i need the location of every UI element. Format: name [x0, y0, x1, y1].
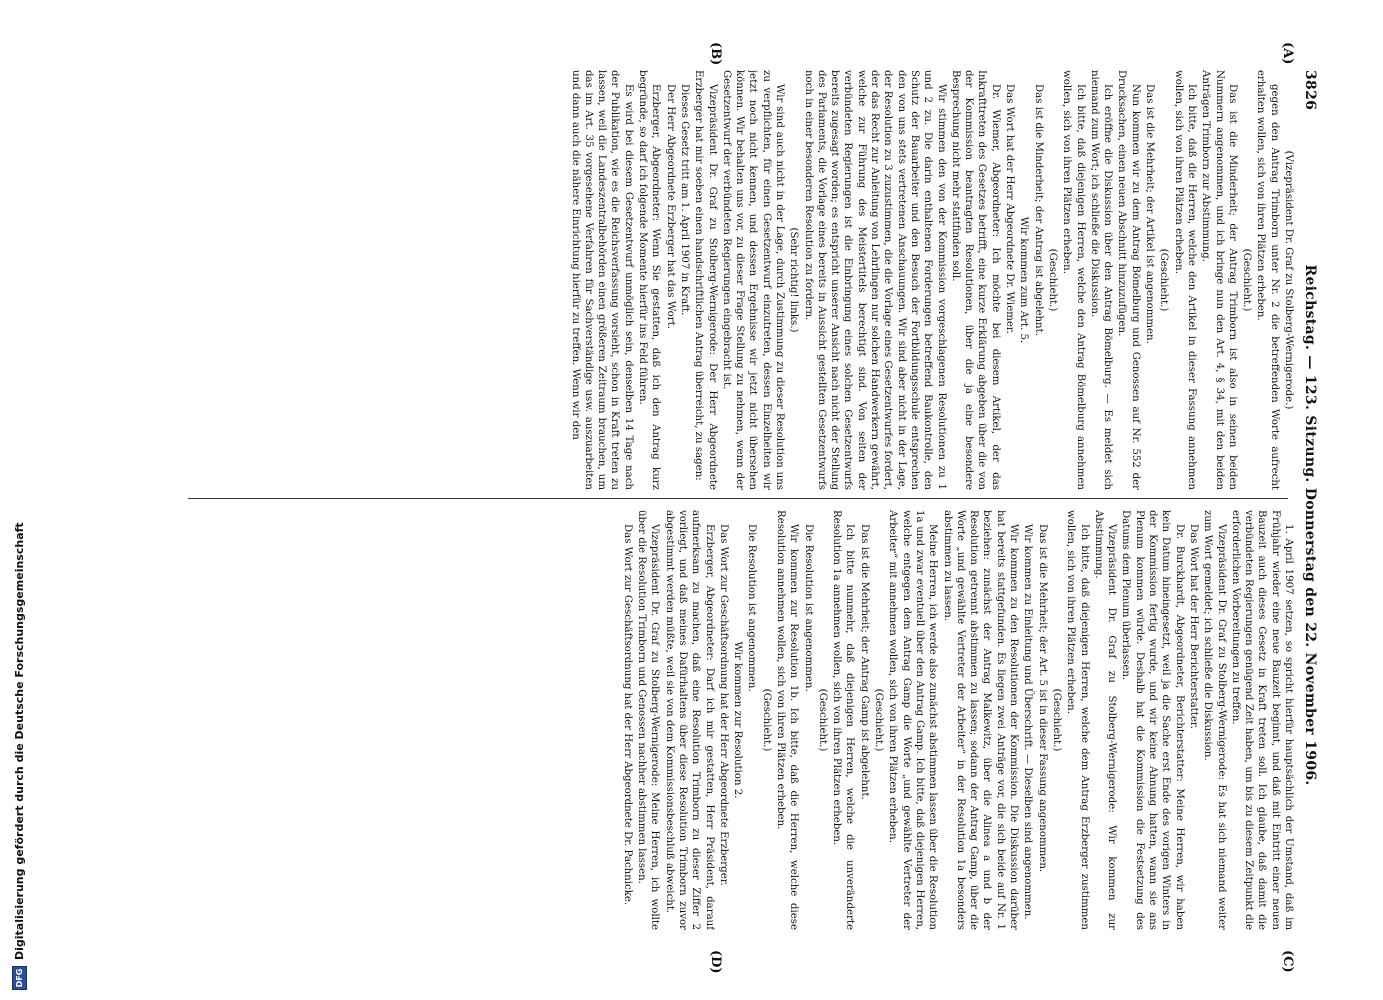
paragraph: Erzberger, Abgeordneter: Wenn Sie gestatten, daß ich den Antrag kurz begründe, so darf ich folgende Momente hierfür ins Feld führen. — [637, 70, 662, 490]
paragraph: Ich eröffne die Diskussion über den Antrag Bömelburg. — Es meldet sich niemand zum Wort; ich schließe die Diskussion. — [1088, 70, 1114, 490]
paragraph: Dieses Gesetz tritt am 1. April 1907 in Kraft. — [678, 84, 690, 316]
paragraph: Das Wort hat der Herr Abgeordnete Dr. Wiemer. — [1004, 84, 1016, 334]
page-header — [1299, 70, 1321, 940]
paragraph: (Geschieht.) — [1158, 248, 1170, 312]
session-title: Reichstag. — 123. Sitzung. Donnerstag den 22. November 1906. — [1302, 264, 1318, 786]
paragraph: Wir kommen zur Resolution 2. — [732, 641, 744, 799]
paragraph: Wir kommen zu den Resolutionen der Kommission. Die Diskussion darüber hat bereits stattgefunden. Es liegen zwei Anträge vor, die sich beide auf Nr. 1 beziehen: zunächst der Antrag Malkewitz, über die Alinea a und b der Resolution getrennt abstimmen zu lassen; sodann der Antrag Gamp, über die Worte „und gewählte Vertreter der Arbeiter“ in der Resolution 1a besonders abstimmen zu lassen. — [941, 510, 1020, 930]
left-text-column — [55, 70, 1295, 490]
paragraph: Nun kommen wir zu dem Antrag Bömelburg und Genossen auf Nr. 552 der Drucksachen, einen neuen Abschnitt hinzuzufügen. — [1116, 70, 1141, 490]
paragraph: Ich bitte, daß diejenigen Herren, welche dem Antrag Erzberger zustimmen wollen, sich von ihren Plätzen erheben. — [1065, 510, 1090, 930]
paragraph: Wir stimmen den von der Kommission vorgeschlagenen Resolutionen zu 1 und 2 zu. Die darin enthaltenen Forderungen betreffend Baukontrolle, den Schutz der Bauarbeiter und den Besuch der Fortbildungsschule entsprechen den von uns stets vertretenen Anschauungen. Wir sind aber nicht in der Lage, der Resolution zu 3 zuzustimmen, die die Vorlage eines Gesetzentwurfes fordert, der das Recht zur Anleitung von Lehrlingen nur solchen Handwerkern gewährt, welche zur Führung des Meistertitels berechtigt sind. Von seiten der verbündeten Regierungen ist die Einbringung eines solchen Gesetzentwurfs bereits zugesagt worden; es entspricht unserer Ansicht nach nicht der Stellung des Parlaments, die Vorlage eines bereits in Aussicht gestellten Gesetzentwurfs noch in einer besonderen Resolution zu fordern. — [802, 70, 947, 490]
paragraph: Das ist die Minderheit; der Antrag Trimborn ist also in seinen beiden Nummern angenommen, und ich bringe nun den Art. 4, § 34, mit den beiden Anträgen Trimborn zur Abstimmung. — [1200, 70, 1238, 490]
paragraph: Es wird bei diesem Gesetzentwurf unmöglich sein, denselben 14 Tage nach der Publikation, wie es die Reichsverfassung vorsieht, schon in Kraft treten zu lassen, weil die Landeszentralbehörden einen größeren Zeitraum brauchen, um das im Art. 35 vorgesehene Verfahren für Sachverständige usw. auszuarbeiten und dann auch die nähere Einrichtung hierfür zu treffen. Wenn wir den — [569, 70, 634, 490]
paragraph: Erzberger, Abgeordneter: Darf ich mir gestatten, Herr Präsident, darauf aufmerksam zu machen, daß eine Resolution Trimborn zu dieser Ziffer 2 vorliegt, und daß meines Dafürhaltens über diese Resolution Trimborn zuvor abgestimmt werden müßte, weil sie von dem Kommissionsbeschluß abweicht. — [663, 510, 715, 930]
margin-letter-b: (B) — [708, 42, 723, 66]
paragraph: (Geschieht.) — [816, 688, 828, 752]
paragraph: 1. April 1907 setzen, so spricht hierfür hauptsächlich der Umstand, daß im Frühjahr wieder eine neue Bauzeit beginnt, und daß mit Eintritt einer neuen Bauzeit auch dieses Gesetz in Kraft treten soll. Ich glaube, daß damit die verbündeten Regierungen genügend Zeit haben, um bis zu diesem Zeitpunkt die erforderlichen Vorbereitungen zu treffen. — [1229, 510, 1294, 930]
paragraph: (Geschieht.) — [1241, 248, 1253, 312]
margin-letter-c: (C) — [1280, 950, 1295, 973]
column-divider — [188, 498, 1288, 499]
paragraph: Vizepräsident Dr. Graf zu Stolberg-Wernigerode: Es hat sich niemand weiter zum Wort gemeldet; ich schließe die Diskussion. — [1202, 510, 1227, 930]
digitization-credit — [10, 30, 28, 990]
paragraph: Wir kommen zum Art. 5. — [1018, 216, 1030, 344]
paragraph: Vizepräsident Dr. Graf zu Stolberg-Wernigerode: Meine Herren, ich wollte über die Resolution Trimborn und Genossen nachher abstimmen lassen. — [636, 510, 661, 930]
paragraph: Vizepräsident Dr. Graf zu Stolberg-Wernigerode: Wir kommen zur Abstimmung. — [1092, 510, 1118, 930]
paragraph: Das ist die Mehrheit; der Art. 5 ist in dieser Fassung angenommen. — [1036, 524, 1048, 873]
paragraph: (Geschieht.) — [873, 688, 885, 752]
margin-letter-d: (D) — [708, 950, 723, 974]
paragraph: Vizepräsident Dr. Graf zu Stolberg-Wernigerode: Der Herr Abgeordnete Erzberger hat mir soeben einen handschriftlichen Antrag überreicht, zu sagen: — [693, 70, 718, 490]
paragraph: Wir kommen zu Einleitung und Überschrift. — Dieselben sind angenommen. — [1022, 524, 1034, 920]
paragraph: Der Herr Abgeordnete Erzberger hat das Wort. — [664, 84, 676, 329]
paragraph: gegen den Antrag Trimborn unter Nr. 2 die betreffenden Worte aufrecht erhalten wollen, sich von ihren Plätzen erheben. — [1255, 70, 1280, 490]
paragraph: (Geschieht.) — [760, 688, 772, 752]
paragraph: Das Wort zur Geschäftsordnung hat der Herr Abgeordnete Dr. Pachnicke. — [621, 524, 633, 906]
paragraph: Dr. Burckhardt, Abgeordneter, Berichterstatter: Meine Herren, wir haben kein Datum hineingesetzt, weil ja die Sache erst Ende des vorigen Winters in der Kommission fertig wurde, und wir keine Ahnung hatten, wann sie ans Plenum kommen würde. Deshalb hat die Kommission die Festsetzung des Datums dem Plenum überlassen. — [1120, 510, 1185, 930]
dfg-logo-icon: DFG — [12, 966, 27, 990]
paragraph: Ich bitte, daß diejenigen Herren, welche den Antrag Bömelburg annehmen wollen, sich von ihren Plätzen erheben. — [1061, 70, 1086, 490]
paragraph: Wir kommen zur Resolution 1b. Ich bitte, daß die Herren, welche diese Resolution annehmen wollen, sich von ihren Plätzen erheben. — [775, 510, 800, 930]
paragraph: (Sehr richtig! links.) — [788, 227, 800, 333]
paragraph: Meine Herren, ich werde also zunächst abstimmen lassen über die Resolution 1a und zwar eventuell über den Antrag Gamp. Ich bitte, daß diejenigen Herren, welche entgegen dem Antrag Gamp die Worte „und gewählte Vertreter der Arbeiter“ mit annehmen wollen, sich von ihren Plätzen erheben. — [887, 510, 939, 930]
paragraph: Das Wort hat der Herr Berichterstatter. — [1187, 524, 1199, 729]
paragraph: (Geschieht.) — [1046, 248, 1058, 312]
paragraph: (Geschieht.) — [1050, 688, 1062, 752]
paragraph: Das ist die Mehrheit; der Antrag Gamp ist abgelehnt. — [858, 524, 870, 800]
paragraph: Das ist die Minderheit; der Antrag ist abgelehnt. — [1032, 84, 1044, 336]
page-number: 3826 — [1302, 70, 1318, 111]
paragraph: Ich bitte nunmehr, daß diejenigen Herren, welche die unveränderte Resolution 1a annehmen wollen, sich von ihren Plätzen erheben. — [831, 510, 856, 930]
paragraph: Die Resolution ist angenommen. — [746, 524, 758, 692]
right-text-column — [55, 510, 1295, 930]
paragraph: Das ist die Mehrheit; der Artikel ist angenommen. — [1144, 84, 1156, 344]
paragraph: Wir sind auch nicht in der Lage, durch Zustimmung zu dieser Resolution uns zu verpflichten, für einen Gesetzentwurf einzutreten, dessen Einzelheiten wir jetzt noch nicht kennen, und dessen Ergebnisse wir jetzt nicht übersehen können. Wir behalten uns vor, zu dieser Frage Stellung zu nehmen, wenn der Gesetzentwurf der verbündeten Regierungen eingebracht ist. — [720, 70, 786, 490]
paragraph: Die Resolution ist angenommen. — [802, 524, 814, 692]
margin-letter-a: (A) — [1280, 42, 1295, 65]
paragraph: (Vizepräsident Dr. Graf zu Stolberg-Wernigerode.) — [1283, 150, 1294, 410]
paragraph: Ich bitte, daß die Herren, welche den Artikel in dieser Fassung annehmen wollen, sich von ihren Plätzen erheben. — [1172, 70, 1197, 490]
paragraph: Das Wort zur Geschäftsordnung hat der Herr Abgeordnete Erzberger. — [717, 524, 729, 886]
paragraph: Dr. Wiemer, Abgeordneter: Ich möchte bei diesem Artikel, der das Inkrafttreten des Gesetzes betrifft, eine kurze Erklärung abgeben über die von der Kommission beantragten Resolutionen, über die ja eine besondere Besprechung nicht mehr stattfinden soll. — [949, 70, 1001, 490]
credit-text: Digitalisierung gefördert durch die Deutsche Forschungsgemeinschaft — [12, 522, 26, 960]
